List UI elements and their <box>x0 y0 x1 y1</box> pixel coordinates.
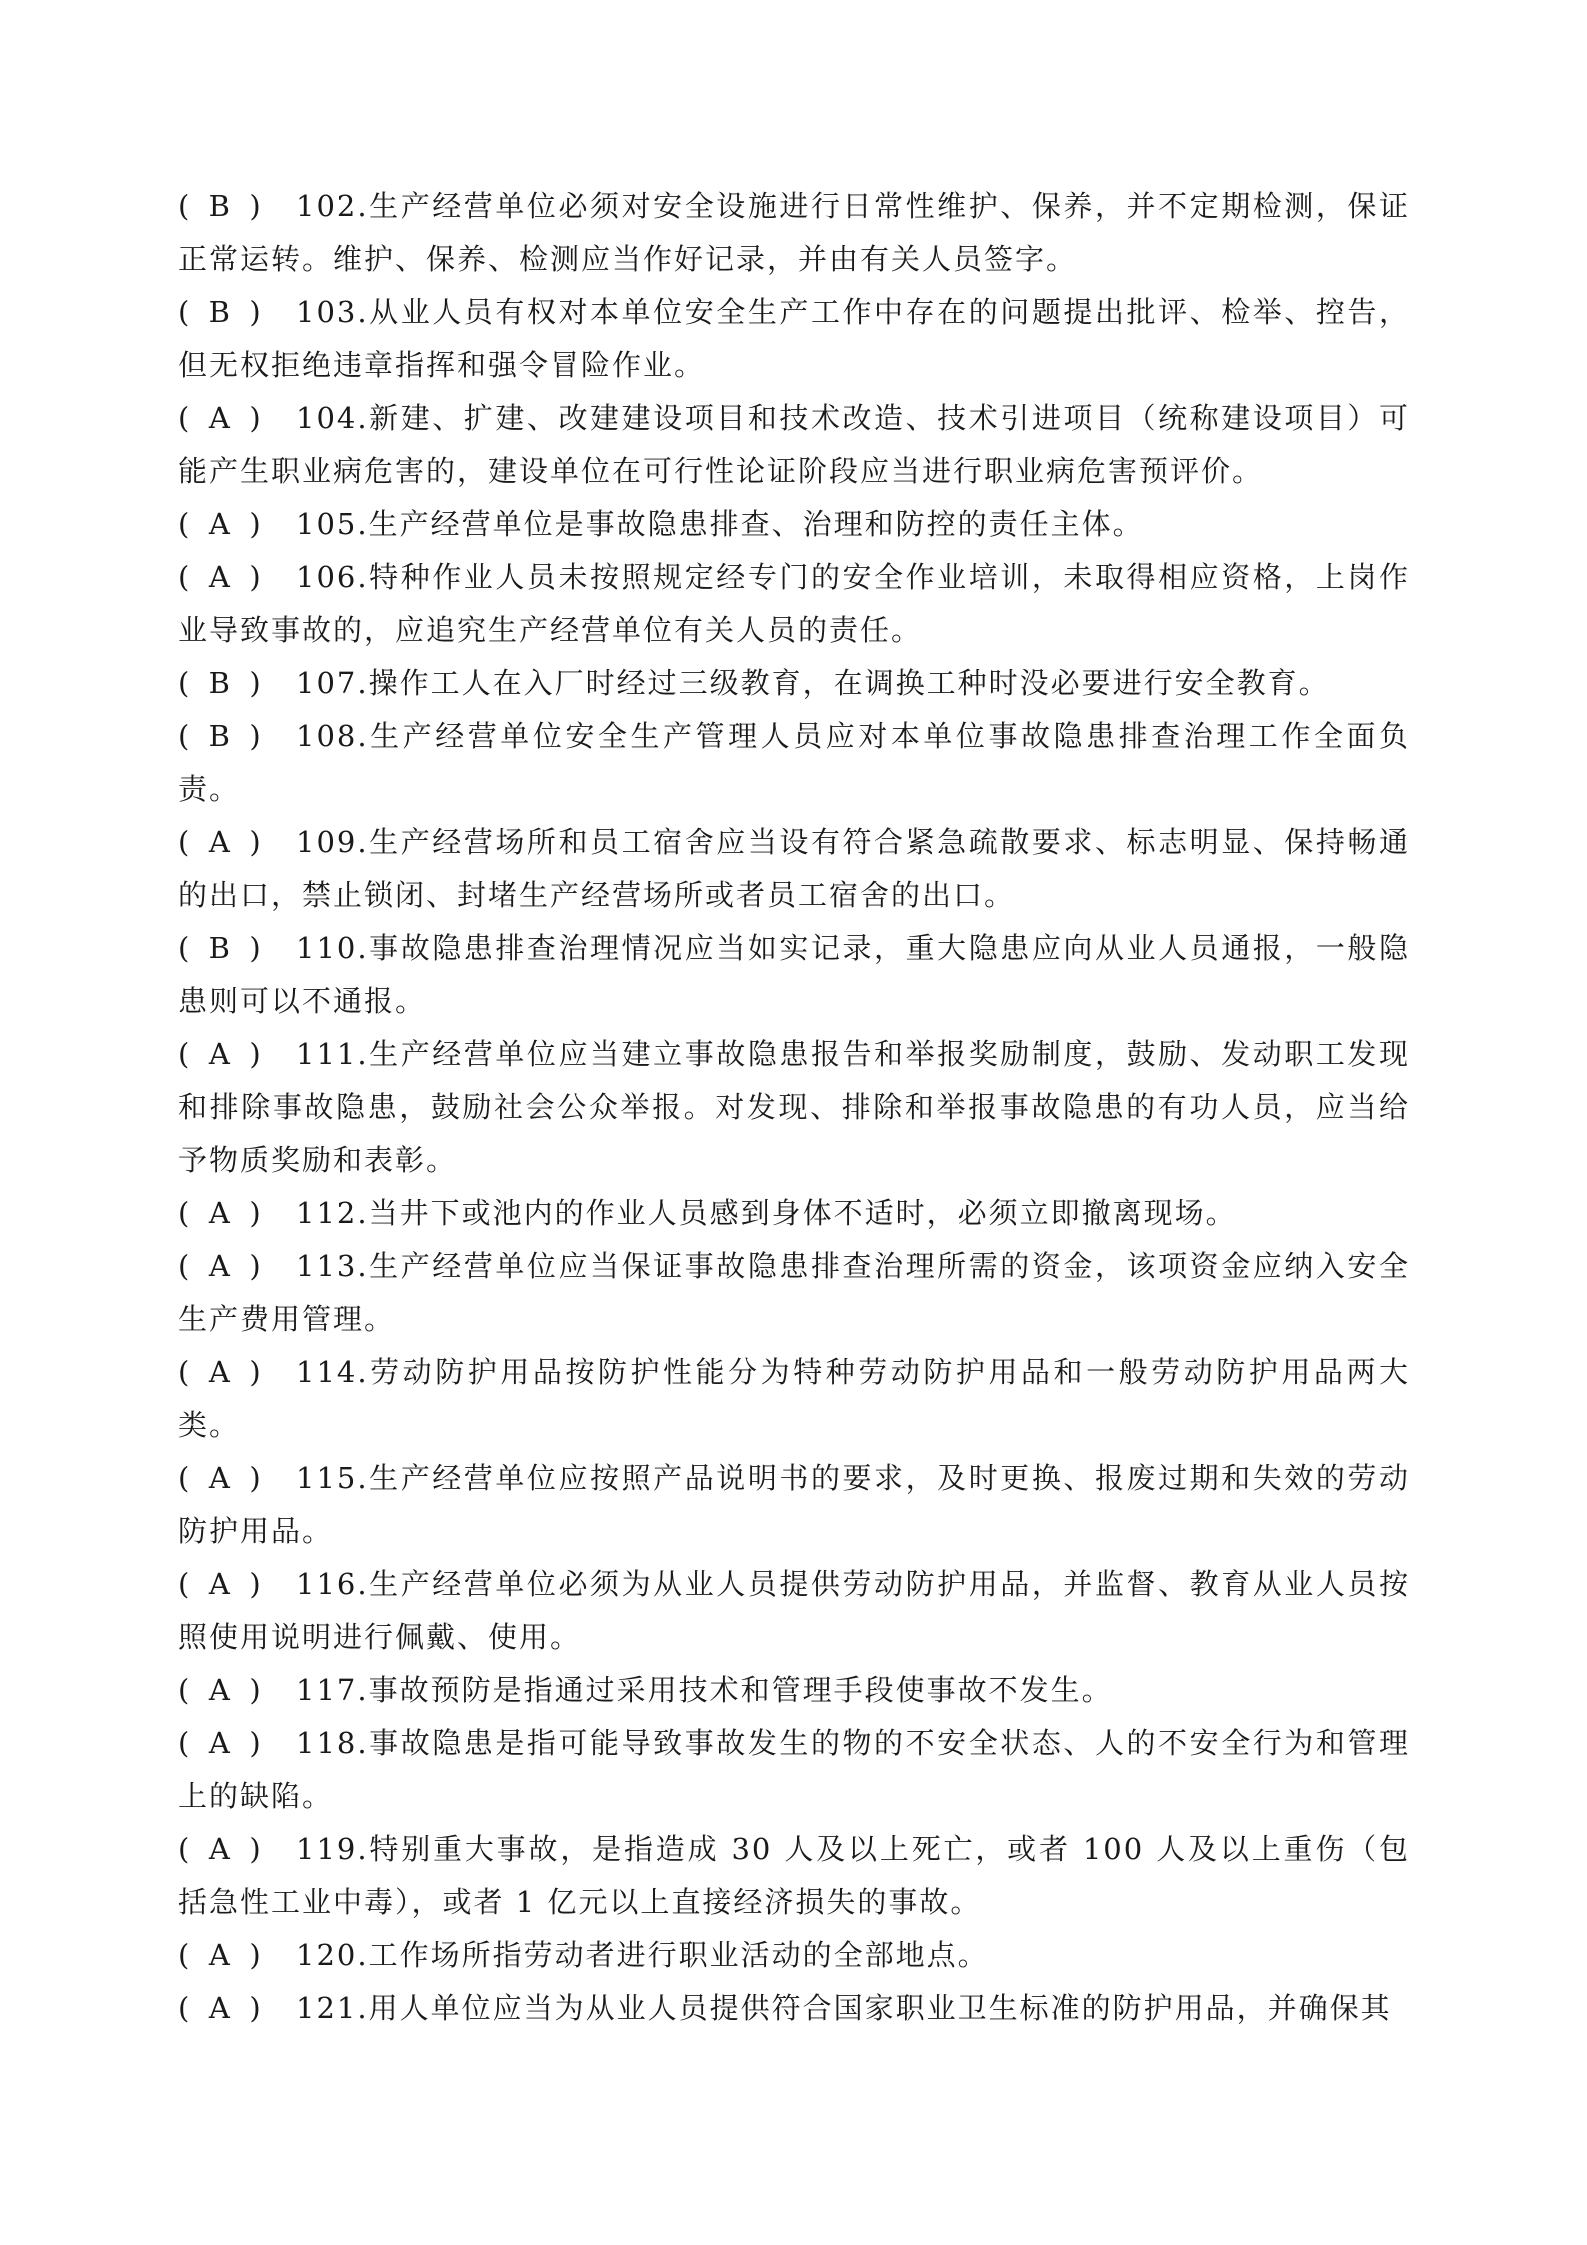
question-item <box>178 1346 1410 1452</box>
question-number: 116. <box>296 1567 369 1601</box>
answer-bracket: ( A ) <box>178 392 296 445</box>
answer-letter: A <box>208 1037 230 1071</box>
question-item <box>178 1187 1410 1240</box>
answer-letter: A <box>208 1673 230 1707</box>
question-number: 107. <box>296 666 369 700</box>
question-item <box>178 1452 1410 1558</box>
answer-letter: A <box>208 825 230 859</box>
answer-bracket: ( A ) <box>178 1187 296 1240</box>
question-number: 119. <box>296 1832 369 1866</box>
question-number: 105. <box>296 507 369 541</box>
question-number: 114. <box>296 1355 369 1389</box>
question-item <box>178 1664 1410 1717</box>
answer-bracket: ( A ) <box>178 1452 296 1505</box>
answer-bracket: ( A ) <box>178 1823 296 1876</box>
question-text: 特种作业人员未按照规定经专门的安全作业培训，未取得相应资格，上岗作业导致事故的，应追究生产经营单位有关人员的责任。 <box>178 560 1410 647</box>
question-number: 111. <box>296 1037 369 1071</box>
question-text: 事故预防是指通过采用技术和管理手段使事故不发生。 <box>368 1673 1113 1707</box>
answer-bracket: ( A ) <box>178 1664 296 1717</box>
question-text: 新建、扩建、改建建设项目和技术改造、技术引进项目（统称建设项目）可能产生职业病危害的，建设单位在可行性论证阶段应当进行职业病危害预评价。 <box>178 401 1410 488</box>
question-number: 108. <box>296 719 369 753</box>
answer-bracket: ( A ) <box>178 1028 296 1081</box>
answer-letter: A <box>208 1567 230 1601</box>
answer-letter: A <box>208 1355 230 1389</box>
question-item <box>178 1240 1410 1346</box>
question-text: 生产经营单位安全生产管理人员应对本单位事故隐患排查治理工作全面负责。 <box>178 719 1410 806</box>
answer-bracket: ( A ) <box>178 816 296 869</box>
answer-letter: B <box>208 295 230 329</box>
question-number: 121. <box>296 1991 369 2025</box>
answer-bracket: ( A ) <box>178 551 296 604</box>
answer-letter: B <box>208 719 230 753</box>
question-number: 102. <box>296 189 369 223</box>
answer-bracket: ( A ) <box>178 1982 296 2035</box>
answer-letter: A <box>208 401 230 435</box>
question-text: 生产经营单位应当建立事故隐患报告和举报奖励制度，鼓励、发动职工发现和排除事故隐患，鼓励社会公众举报。对发现、排除和举报事故隐患的有功人员，应当给予物质奖励和表彰。 <box>178 1037 1410 1177</box>
answer-bracket: ( B ) <box>178 286 296 339</box>
question-item <box>178 1982 1410 2035</box>
question-item <box>178 816 1410 922</box>
question-text: 操作工人在入厂时经过三级教育，在调换工种时没必要进行安全教育。 <box>368 666 1330 700</box>
question-item <box>178 392 1410 498</box>
question-text: 事故隐患排查治理情况应当如实记录，重大隐患应向从业人员通报，一般隐患则可以不通报。 <box>178 931 1410 1018</box>
question-text: 生产经营单位必须对安全设施进行日常性维护、保养，并不定期检测，保证正常运转。维护、保养、检测应当作好记录，并由有关人员签字。 <box>178 189 1410 276</box>
answer-letter: A <box>208 560 230 594</box>
answer-bracket: ( A ) <box>178 1240 296 1293</box>
question-number: 109. <box>296 825 369 859</box>
answer-letter: A <box>208 1196 230 1230</box>
answer-bracket: ( B ) <box>178 710 296 763</box>
answer-bracket: ( A ) <box>178 1346 296 1399</box>
question-item <box>178 286 1410 392</box>
question-text: 生产经营单位应按照产品说明书的要求，及时更换、报废过期和失效的劳动防护用品。 <box>178 1461 1410 1548</box>
question-text: 事故隐患是指可能导致事故发生的物的不安全状态、人的不安全行为和管理上的缺陷。 <box>178 1726 1410 1813</box>
answer-letter: A <box>208 1832 230 1866</box>
question-text: 工作场所指劳动者进行职业活动的全部地点。 <box>368 1938 989 1972</box>
question-number: 117. <box>296 1673 369 1707</box>
answer-bracket: ( A ) <box>178 498 296 551</box>
question-text: 劳动防护用品按防护性能分为特种劳动防护用品和一般劳动防护用品两大类。 <box>178 1355 1410 1442</box>
question-number: 113. <box>296 1249 369 1283</box>
question-item <box>178 1929 1410 1982</box>
question-text: 生产经营场所和员工宿舍应当设有符合紧急疏散要求、标志明显、保持畅通的出口，禁止锁闭、封堵生产经营场所或者员工宿舍的出口。 <box>178 825 1410 912</box>
question-text: 当井下或池内的作业人员感到身体不适时，必须立即撤离现场。 <box>368 1196 1237 1230</box>
question-number: 120. <box>296 1938 369 1972</box>
answer-letter: A <box>208 1249 230 1283</box>
question-number: 110. <box>296 931 369 965</box>
answer-letter: A <box>208 1938 230 1972</box>
answer-bracket: ( A ) <box>178 1929 296 1982</box>
question-number: 112. <box>296 1196 369 1230</box>
question-number: 115. <box>296 1461 369 1495</box>
question-text: 生产经营单位是事故隐患排查、治理和防控的责任主体。 <box>368 507 1144 541</box>
question-item <box>178 922 1410 1028</box>
answer-letter: A <box>208 507 230 541</box>
answer-letter: A <box>208 1991 230 2025</box>
question-item <box>178 710 1410 816</box>
answer-letter: B <box>208 189 230 223</box>
question-number: 104. <box>296 401 369 435</box>
question-item <box>178 498 1410 551</box>
answer-bracket: ( A ) <box>178 1558 296 1611</box>
answer-letter: B <box>208 931 230 965</box>
answer-bracket: ( B ) <box>178 922 296 975</box>
question-item <box>178 180 1410 286</box>
question-item <box>178 1028 1410 1187</box>
question-number: 106. <box>296 560 369 594</box>
answer-letter: A <box>208 1726 230 1760</box>
answer-bracket: ( B ) <box>178 180 296 233</box>
question-item <box>178 657 1410 710</box>
question-number: 103. <box>296 295 369 329</box>
question-text: 从业人员有权对本单位安全生产工作中存在的问题提出批评、检举、控告，但无权拒绝违章指挥和强令冒险作业。 <box>178 295 1410 382</box>
answer-bracket: ( B ) <box>178 657 296 710</box>
answer-letter: A <box>208 1461 230 1495</box>
question-item <box>178 1823 1410 1929</box>
question-item <box>178 1717 1410 1823</box>
question-item <box>178 551 1410 657</box>
question-text: 生产经营单位必须为从业人员提供劳动防护用品，并监督、教育从业人员按照使用说明进行佩戴、使用。 <box>178 1567 1410 1654</box>
answer-bracket: ( A ) <box>178 1717 296 1770</box>
question-item <box>178 1558 1410 1664</box>
document-page <box>178 180 1410 2035</box>
question-text: 特别重大事故，是指造成 30 人及以上死亡，或者 100 人及以上重伤（包括急性工业中毒），或者 1 亿元以上直接经济损失的事故。 <box>178 1832 1410 1919</box>
question-text: 用人单位应当为从业人员提供符合国家职业卫生标准的防护用品，并确保其 <box>368 1991 1392 2025</box>
question-text: 生产经营单位应当保证事故隐患排查治理所需的资金，该项资金应纳入安全生产费用管理。 <box>178 1249 1410 1336</box>
answer-letter: B <box>208 666 230 700</box>
question-number: 118. <box>296 1726 369 1760</box>
